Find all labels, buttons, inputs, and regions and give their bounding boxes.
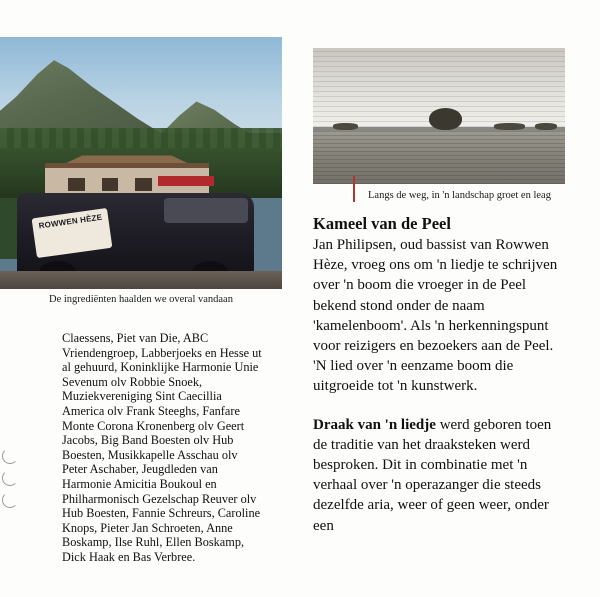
photo-mountain-van	[0, 37, 282, 289]
photo-van-logo: ROWWEN HÈZE	[31, 208, 112, 259]
article-paragraph-2-lead: Draak van 'n liedje	[313, 416, 436, 433]
peel-bush	[333, 123, 358, 130]
article-paragraph-2	[313, 415, 565, 536]
article-body	[313, 214, 565, 536]
spiral-binding	[2, 448, 18, 512]
peel-field-texture	[313, 131, 565, 184]
photo-red-banner	[158, 176, 214, 186]
article-title: Kameel van de Peel	[313, 214, 451, 233]
peel-lone-tree	[429, 108, 462, 130]
photo-chalet-window	[102, 178, 119, 191]
peel-bush	[494, 123, 524, 130]
article-paragraph-2-rest: werd geboren toen de traditie van het draaksteken werd besproken. Dit in combinatie met 'n verhaal over 'n operazanger die steeds dezelfde aria, weer of geen weer, onder een	[313, 416, 552, 534]
right-column	[313, 0, 565, 597]
photo-treeline-texture	[0, 128, 282, 148]
photo-ground	[0, 271, 282, 289]
photo-caption-right: Langs de weg, in 'n landschap groet en leag	[368, 190, 551, 201]
red-accent-mark	[353, 176, 355, 202]
peel-bush	[535, 123, 558, 130]
left-column	[0, 0, 290, 597]
photo-chalet-window	[68, 178, 85, 191]
photo-caption-left: De ingrediënten haalden we overal vandaan	[49, 294, 233, 305]
photo-chalet-window	[135, 178, 152, 191]
credits-paragraph: Claessens, Piet van Die, ABC Vriendengroep, Labberjoeks en Hesse ut al gehuurd, Koninklijke Harmonie Unie Sevenum olv Robbie Snoek, Muziekvereniging Sint Caecillia America olv Frank Steeghs, Fanfare Monte Corona Kronenberg olv Geert Jacobs, Big Band Boesten olv Hub Boesten, Musikkapelle Asschau olv Peter Aschaber, Jeugdleden van Harmonie Amicitia Boukoul en Philharmonisch Gezelschap Reuver olv Hub Boesten, Fannie Schreurs, Caroline Knops, Pieter Jan Schroeten, Anne Boskamp, Ilse Ruhl, Ellen Boskamp, Dick Haak en Bas Verbree.	[62, 331, 262, 564]
photo-peel-landscape	[313, 48, 565, 184]
photo-van-windshield	[164, 198, 249, 223]
article-paragraph-1: Jan Philipsen, oud bassist van Rowwen Hèze, vroeg ons om 'n liedje te schrijven over 'n boom die vroeger in de Peel bekend stond onder de naam 'kamelenboom'. Als 'n herkenningspunt voor reizigers en bezoekers aan de Peel. 'N lied over 'n eenzame boom die uitgroeide tot 'n kunstwerk.	[313, 237, 558, 395]
